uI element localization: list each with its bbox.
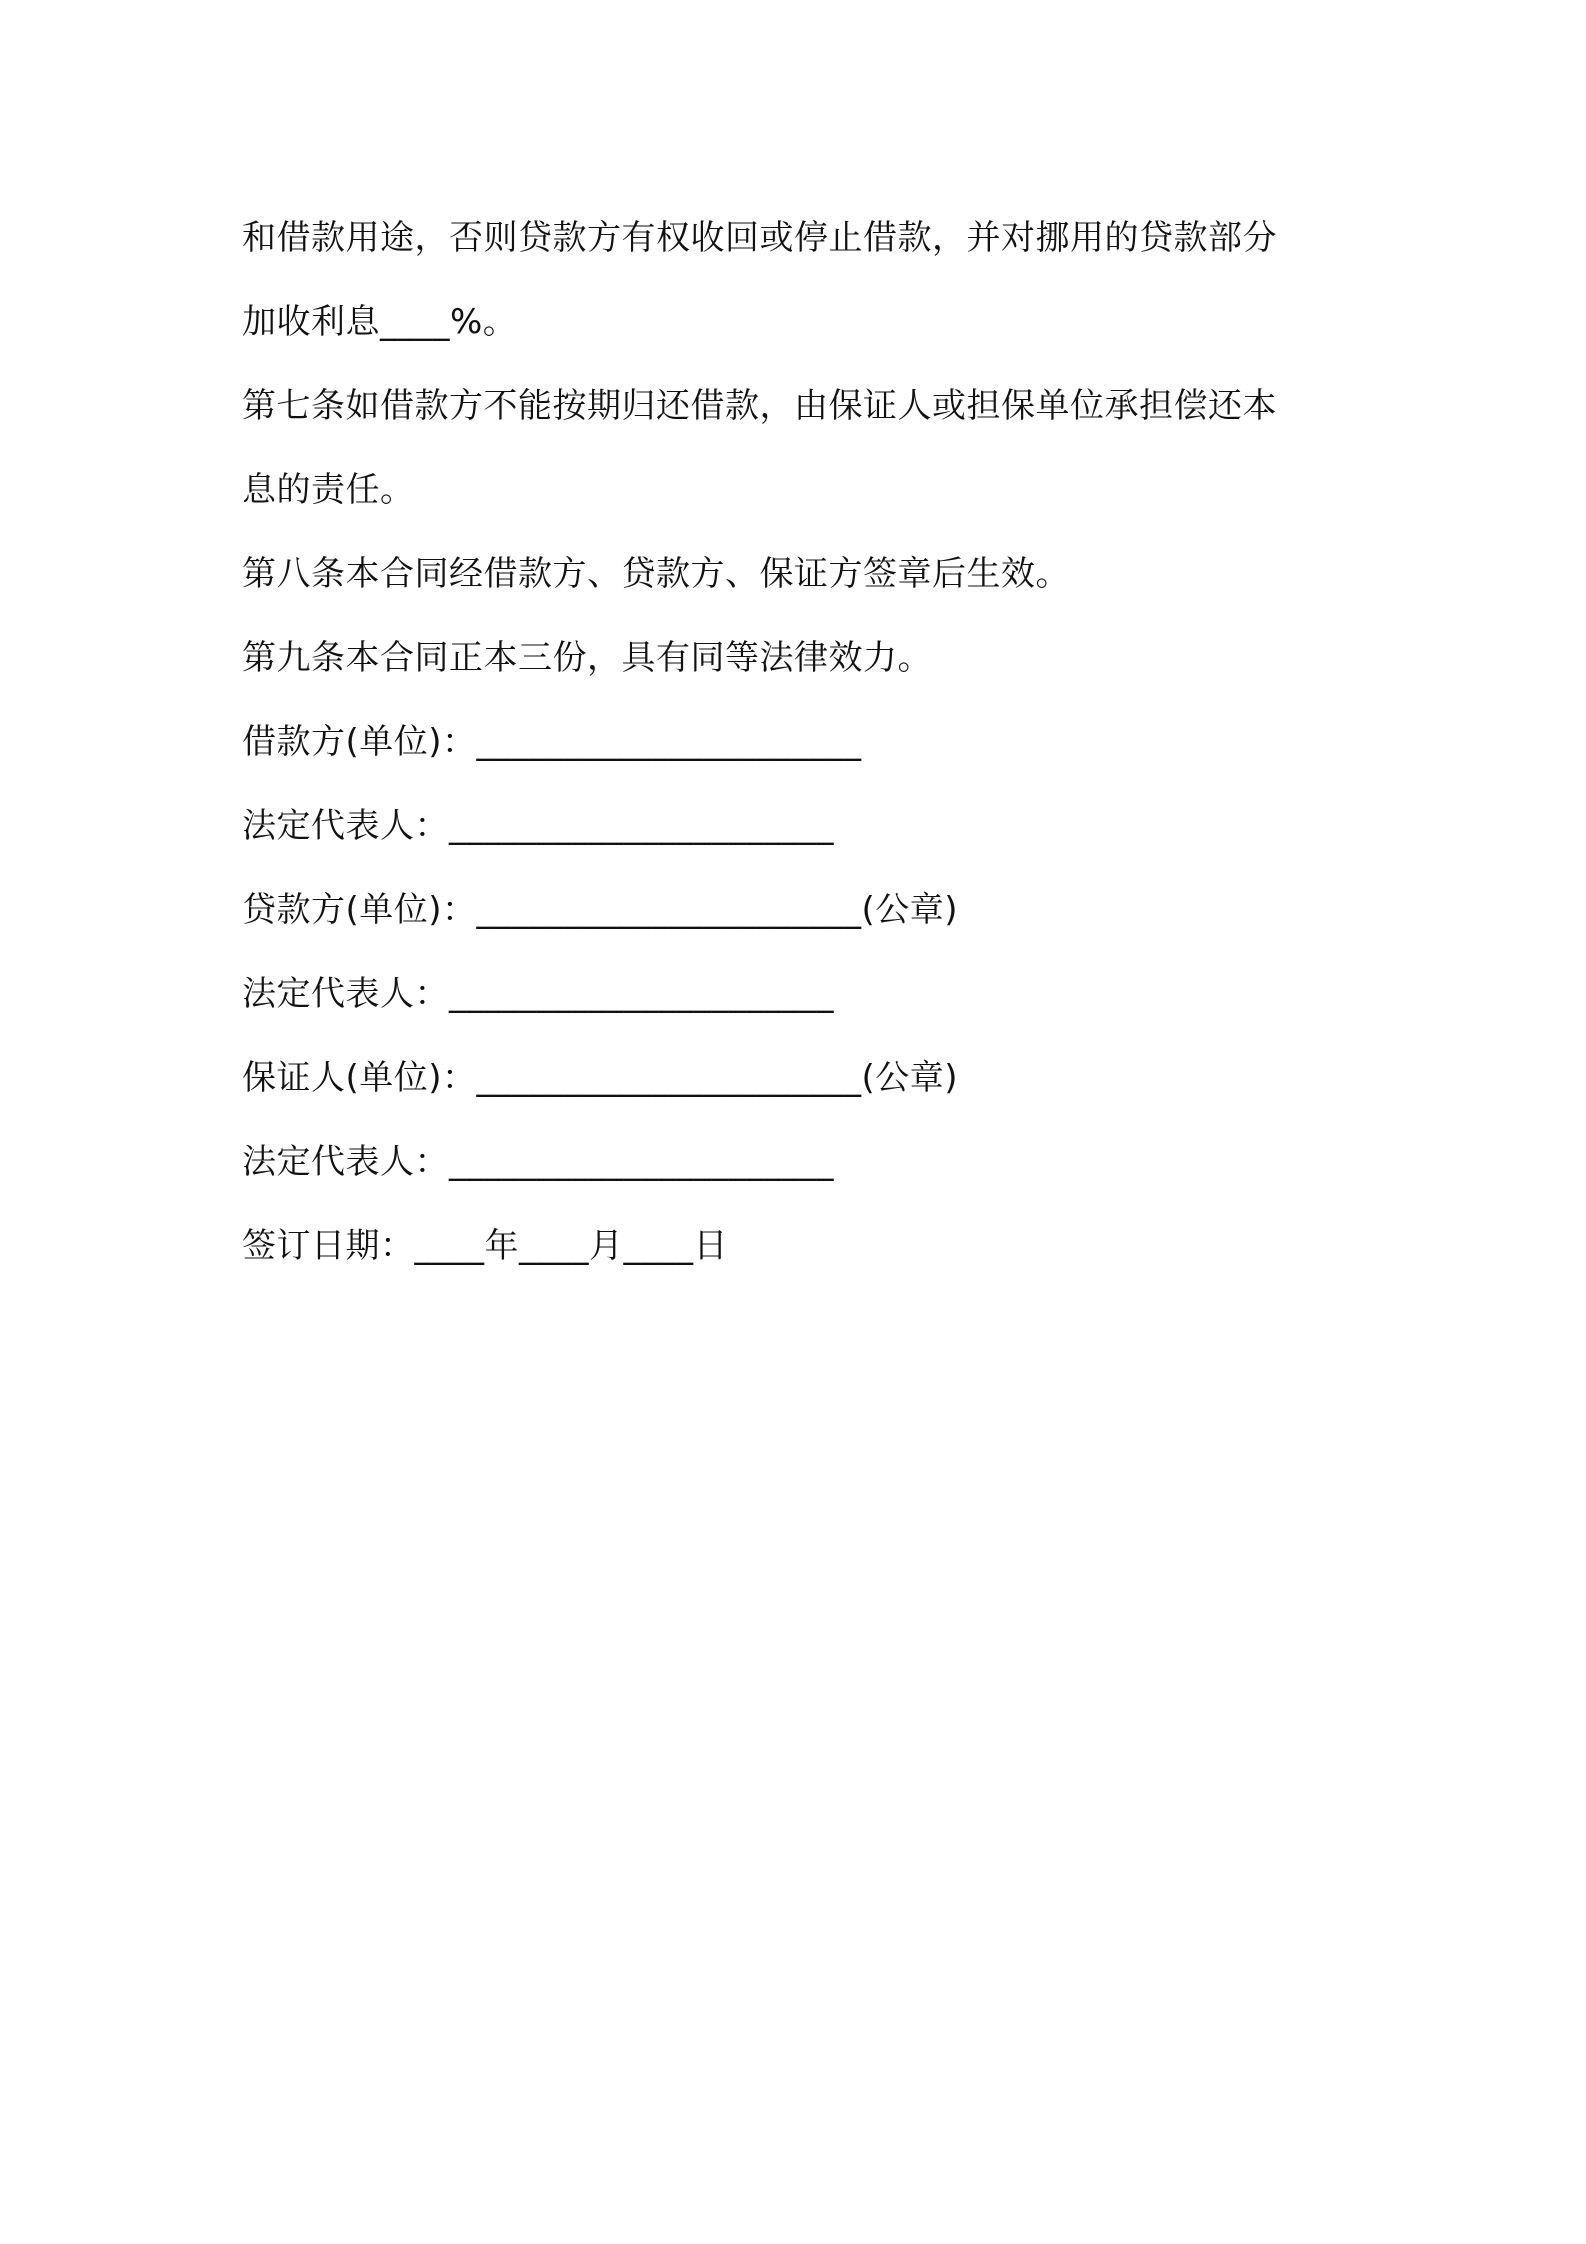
borrower-unit-field: 借款方(单位)：______________________ (242, 722, 862, 762)
paragraph-line-1: 和借款用途，否则贷款方有权收回或停止借款，并对挪用的贷款部分 (242, 218, 1277, 258)
lender-representative-field: 法定代表人：______________________ (242, 974, 834, 1014)
article-7-line-2: 息的责任。 (242, 470, 415, 510)
article-9: 第九条本合同正本三份，具有同等法律效力。 (242, 638, 932, 678)
lender-unit-field: 贷款方(单位)：______________________(公章) (242, 890, 959, 930)
interest-line: 加收利息____%。 (242, 302, 518, 342)
guarantor-unit-field: 保证人(单位)：______________________(公章) (242, 1058, 959, 1098)
article-7-line-1: 第七条如借款方不能按期归还借款，由保证人或担保单位承担偿还本 (242, 386, 1277, 426)
article-8: 第八条本合同经借款方、贷款方、保证方签章后生效。 (242, 554, 1070, 594)
borrower-representative-field: 法定代表人：______________________ (242, 806, 834, 846)
document-body (242, 196, 1362, 1288)
guarantor-representative-field: 法定代表人：______________________ (242, 1142, 834, 1182)
signing-date-field: 签订日期：____年____月____日 (242, 1226, 728, 1266)
